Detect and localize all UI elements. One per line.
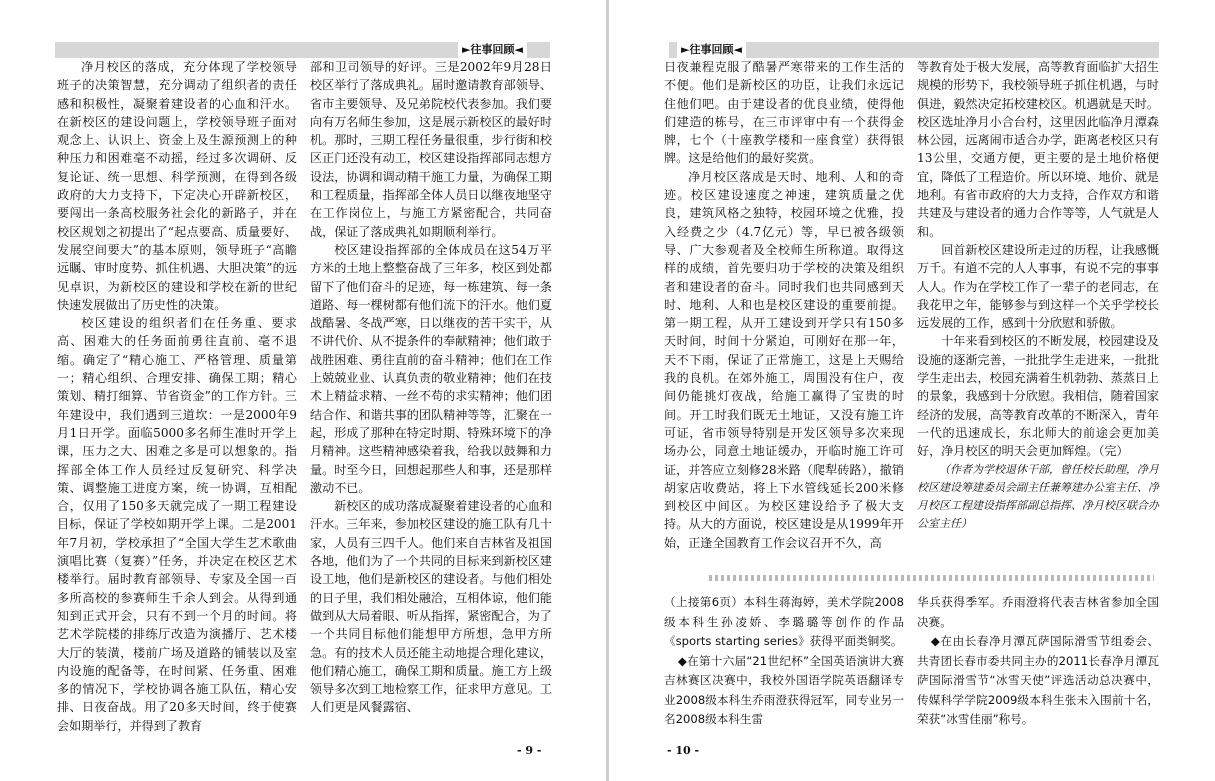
author-credit: （作者为学校退休干部，曾任校长助理，净月校区建设筹建委员会副主任兼筹建办公室主任、净月校区工程建设指挥部副总指挥、净月校区联合办公室主任） <box>917 462 1159 531</box>
section-divider <box>709 575 1154 581</box>
news-item: 华兵获得季军。乔雨澄将代表吉林省参加全国决赛。 <box>917 595 1159 629</box>
paragraph: 净月校区的落成，充分体现了学校领导班子的决策智慧，充分调动了组织者的责任感和积极性，凝聚着建设者的心血和汗水。在新校区的建设问题上，学校领导班子面对观念上、认识上、资金上及生源预测上的种种压力和困难毫不动摇，经过多次调研、反复论证、统一思想、科学预测，在得到各级政府的大力支持下，下定决心开辟新校区，要闯出一条高校服务社会化的新路子，并在校区规划之初提出了“起点要高、质量要好、发展空间要大”的基本原则，领导班子“高瞻远瞩、审时度势、抓住机遇、大胆决策”的远见卓识，为新校区的建设和学校在新的世纪快速发展做出了历史性的决策。 <box>57 60 297 312</box>
paragraph: 十年来看到校区的不断发展，校园建设及设施的逐渐完善，一批批学生走进来，一批批学生走出去，校园充满着生机勃勃、蒸蒸日上的景象，我感到十分欣慰。我相信，随着国家经济的发展，高等教育改革的不断深入，青年一代的迅速成长，东北师大的前途会更加美好，净月校区的明天会更加辉煌。（完） <box>917 334 1159 459</box>
article-column-1 <box>57 58 297 748</box>
left-page <box>0 0 606 781</box>
page-number: - 10 - <box>667 744 700 757</box>
paragraph: 日夜兼程克服了酷暑严寒带来的工作生活的不便。他们是新校区的功臣，让我们永远记住他们吧。由于建设者的优良业绩，使得他们建造的栋号，在三市评审中有一个获得金牌，七个（十座教学楼和一座食堂）获得银牌。这是给他们的最好奖赏。 <box>664 60 904 166</box>
section-header: ►往事回顾◄ <box>677 42 746 58</box>
paragraph: 部和卫司领导的好评。三是2002年9月28日校区举行了落成典礼。届时邀请教育部领导、省市主要领导、及兄弟院校代表参加。我们要向有万名师生参加，这是展示新校区的最好时机。那时，三期工程任务量很重，步行街和校区正门还没有动工，校区建设指挥部同志想方设法，协调和调动精干施工力量，为确保工期和工程质量，指挥部全体人员日以继夜地坚守在工作岗位上，与施工方紧密配合，共同奋战，保证了落成典礼如期顺利举行。 <box>310 60 552 239</box>
news-column-2 <box>917 593 1159 730</box>
paragraph: 回首新校区建设所走过的历程，让我感慨万千。有道不完的人人事事，有说不完的事事人人。作为在学校工作了一辈子的老同志，在我花甲之年，能够参与到这样一个关乎学校长远发展的工作，感到十分欣慰和骄傲。 <box>917 242 1159 331</box>
paragraph: 净月校区落成是天时、地利、人和的奇迹。校区建设速度之神速，建筑质量之优良，建筑风格之独特，校园环境之优雅，投入经费之少（4.7亿元）等，早已被各级领导、广大参观者及全校师生所称道。取得这样的成绩，首先要归功于学校的决策及组织者和建设者的奋斗。同时我们也共同感到天时、地利、人和也是校区建设的重要前提。第一期工程，从开工建设到开学只有150多天时间，时间十分紧迫，可刚好在那一年，天不下雨，保证了正常施工，这是上天赐给我的良机。在郊外施工，周围没有住户，夜间仍能挑灯夜战，给施工赢得了宝贵的时间。开工时我们既无土地证，又没有施工许可证，省市领导特别是开发区领导多次来现场办公，同意土地证缓办，开临时施工许可证，并答应立刻修28米路（爬犁砖路），撤销胡家店收费站，将上下水管线延长200米修到校区中间区。为校区建设给予了极大支持。从大的方面说，校区建设是从1999年开始，正逢全国教育工作会议召开不久，高 <box>664 169 904 550</box>
article-column-2 <box>917 58 1159 558</box>
paragraph: 新校区的成功落成凝聚着建设者的心血和汗水。三年来，参加校区建设的施工队有几十家，人员有三四千人。他们来自吉林省及祖国各地，他们为了一个共同的目标来到新校区建设工地，他们是新校区的建设者。与他们相处的日子里，我们相处融洽，互相体谅，他们能做到从大局着眼、听从指挥，紧密配合，为了一个共同目标他们能想甲方所想，急甲方所急。有的技术人员还能主动地提合理化建议，他们精心施工，确保工期和质量。施工方上级领导多次到工地检察工作，征求甲方意见。工人们更是风餐露宿、 <box>310 499 552 715</box>
article-column-1 <box>664 58 904 558</box>
page-number: - 9 - <box>517 744 542 757</box>
paragraph: 校区建设指挥部的全体成员在这54万平方米的土地上整整奋战了三年多，校区到处都留下了他们奋斗的足迹，每一栋建筑、每一条道路、每一棵树都有他们流下的汗水。他们夏战酷暑、冬战严寒，日以继夜的苦干实干，从不讲代价、从不提条件的奉献精神；他们敢于战胜困难、勇往直前的奋斗精神；他们在工作上兢兢业业、认真负责的敬业精神；他们在技术上精益求精、一丝不苟的求实精神；他们团结合作、和谐共事的团队精神等等，汇聚在一起，形成了那种在特定时期、特殊环境下的净月精神。这些精神感染着我，给我以鼓舞和力量。时至今日，回想起那些人和事，还是那样激动不已。 <box>310 242 552 495</box>
section-header: ►往事回顾◄ <box>458 42 527 58</box>
paragraph: 等教育处于极大发展，高等教育面临扩大招生规模的形势下，我校领导班子抓住机遇，与时俱进，毅然决定拓校建校区。机遇就是天时。校区选址净月小合台村，这里因此临净月潭森林公园，远离闹市适合办学，距离老校区只有13公里，交通方便，更主要的是土地价格便宜，降低了工程造价。所以环境、地价、就是地利。有省市政府的大力支持，合作双方和谐共建及与建设者的通力合作等等，人气就是人和。 <box>917 60 1159 239</box>
paragraph: 校区建设的组织者们在任务重、要求高、困难大的任务面前勇往直前、毫不退缩。确定了“精心施工、严格管理、质量第一；精心组织、合理安排、确保工期；精心策划、精打细算、节省资金”的工作方针。三年建设中，我们遇到三道坎：一是2000年9月1日开学。面临5000多名师生准时开学上课，压力之大、困难之多是可以想象的。指挥部全体工作人员经过反复研究、科学决策、调整施工进度方案，统一协调，互相配合，仅用了150多天就完成了一期工程建设目标，保证了学校如期开学上课。二是2001年7月初，学校承担了“全国大学生艺术歌曲演唱比赛（复赛）”任务，并决定在校区艺术楼举行。届时教育部领导、专家及全国一百多所高校的参赛师生千余人到会。从得到通知到正式开会，只有不到一个月的时间。将艺术学院楼的排练厅改造为演播厅、艺术楼大厅的装潢，楼前广场及道路的铺装以及室内设施的配备等，在时间紧、任务重、困难多的情况下，学校协调各施工队伍，精心安排、日夜奋战。用了20多天时间，终于使赛会如期举行，并得到了教育 <box>57 316 297 733</box>
article-column-2 <box>310 58 552 748</box>
news-item: （上接第6页）本科生蒋海婷，美术学院2008级本科生孙凌娇、李璐璐等创作的作品《sports starting series》获得平面类铜奖。 <box>664 595 904 648</box>
news-column-1 <box>664 593 904 730</box>
right-page <box>609 0 1215 781</box>
news-item: ◆在由长春净月潭瓦萨国际滑雪节组委会、共青团长春市委共同主办的2011长春净月潭瓦萨国际滑雪节“冰雪天使”评选活动总决赛中，传媒科学学院2009级本科生张未入围前十名，荣获“冰雪佳丽”称号。 <box>917 634 1159 726</box>
news-item: ◆在第十六届“21世纪杯”全国英语演讲大赛吉林赛区决赛中，我校外国语学院英语翻译专业2008级本科生乔雨澄获得冠军，同专业另一名2008级本科生雷 <box>664 653 904 726</box>
